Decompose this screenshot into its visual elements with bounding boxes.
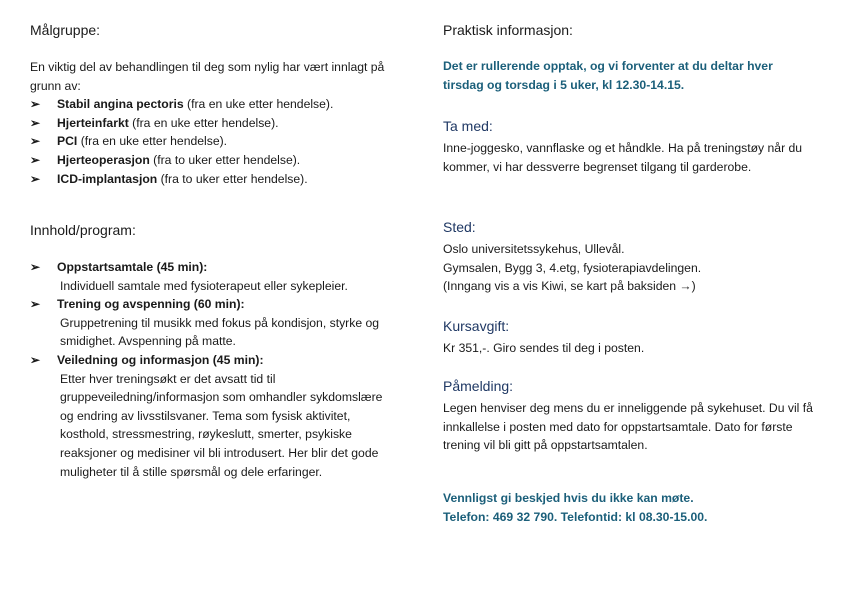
target-group-intro: En viktig del av behandlingen til deg som nylig har vært innlagt på grunn av: — [30, 60, 385, 93]
signup-heading: Påmelding: — [443, 378, 514, 394]
program-item — [30, 295, 402, 351]
fee-text: Kr 351,-. Giro sendes til deg i posten. — [443, 341, 645, 355]
signup-text: Legen henviser deg mens du er inneliggende på sykehuset. Du vil få innkallelse i posten med dato for oppstartsamtale. Dato for første trening vil bli gitt på oppstartsamtalen. — [443, 401, 813, 453]
location-line: (Inngang vis a vis Kiwi, se kart på baksiden →) — [443, 279, 696, 294]
program-list — [30, 258, 402, 481]
condition-name: Hjerteinfarkt — [57, 115, 129, 130]
arrowhead-bullet-icon: ➢ — [30, 297, 41, 312]
target-group-item — [30, 95, 400, 114]
location-heading: Sted: — [443, 219, 476, 235]
location-section — [443, 240, 823, 296]
condition-timing: (fra en uke etter hendelse). — [77, 134, 228, 149]
bring-text: Inne-joggesko, vannflaske og et håndkle. Ha på treningstøy når du kommer, vi har dessverre begrenset tilgang til garderobe. — [443, 141, 803, 174]
condition-name: Stabil angina pectoris — [57, 97, 184, 112]
contact-notice — [443, 489, 823, 526]
condition-timing: (fra en uke etter hendelse). — [183, 97, 334, 112]
target-group-heading: Målgruppe: — [30, 22, 101, 38]
condition-name: Hjerteoperasjon — [57, 152, 150, 167]
condition-name: PCI — [57, 134, 78, 149]
program-item-title: Oppstartsamtale (45 min): — [57, 260, 208, 274]
program-item — [30, 258, 402, 295]
program-item — [30, 351, 402, 481]
arrowhead-bullet-icon: ➢ — [30, 97, 41, 112]
program-item-description: Individuell samtale med fysioterapeut eller sykepleier. — [60, 278, 348, 293]
target-group-item — [30, 114, 400, 133]
program-item-title: Trening og avspenning (60 min): — [57, 297, 245, 312]
arrowhead-bullet-icon: ➢ — [30, 260, 41, 274]
program-item-description: Etter hver treningsøkt er det avsatt tid til gruppeveiledning/informasjon som omhandler sykdomslære og endring av livsstilsvaner. Tema som fysisk aktivitet, kosthold, stressmestring, røykeslutt, smerter, psykiske reaksjoner og medisiner vil bli introdusert. Her blir det gode muligheter til å stille spørsmål og dele erfaringer. — [60, 371, 383, 479]
target-group-section — [30, 58, 400, 188]
program-heading: Innhold/program: — [30, 222, 136, 238]
arrowhead-bullet-icon: ➢ — [30, 152, 41, 167]
condition-name: ICD-implantasjon — [57, 171, 158, 186]
target-group-item — [30, 151, 400, 170]
program-item-description: Gruppetrening til musikk med fokus på kondisjon, styrke og smidighet. Avspenning på matte. — [60, 315, 380, 349]
practical-info-text: Det er rullerende opptak, og vi forventer at du deltar hver tirsdag og torsdag i 5 uker, kl 12.30-14.15. — [443, 59, 773, 92]
condition-timing: (fra to uker etter hendelse). — [149, 152, 301, 167]
condition-timing: (fra to uker etter hendelse). — [157, 171, 308, 186]
target-group-item — [30, 170, 400, 189]
target-group-list — [30, 95, 400, 188]
bring-heading: Ta med: — [443, 118, 493, 134]
practical-info-heading: Praktisk informasjon: — [443, 22, 573, 38]
target-group-item — [30, 132, 400, 151]
fee-heading: Kursavgift: — [443, 318, 510, 334]
arrowhead-bullet-icon: ➢ — [30, 115, 41, 130]
arrowhead-bullet-icon: ➢ — [30, 171, 41, 186]
location-line: Gymsalen, Bygg 3, 4.etg, fysioterapiavdelingen. — [443, 260, 702, 275]
arrowhead-bullet-icon: ➢ — [30, 352, 41, 367]
contact-notice-line: Vennligst gi beskjed hvis du ikke kan møte. — [443, 491, 694, 505]
program-section — [30, 258, 402, 481]
contact-phone-line: Telefon: 469 32 790. Telefontid: kl 08.30-15.00. — [443, 509, 708, 524]
program-item-title: Veiledning og informasjon (45 min): — [57, 352, 264, 367]
location-line: Oslo universitetssykehus, Ullevål. — [443, 242, 625, 256]
condition-timing: (fra en uke etter hendelse). — [128, 115, 279, 130]
arrowhead-bullet-icon: ➢ — [30, 134, 41, 149]
